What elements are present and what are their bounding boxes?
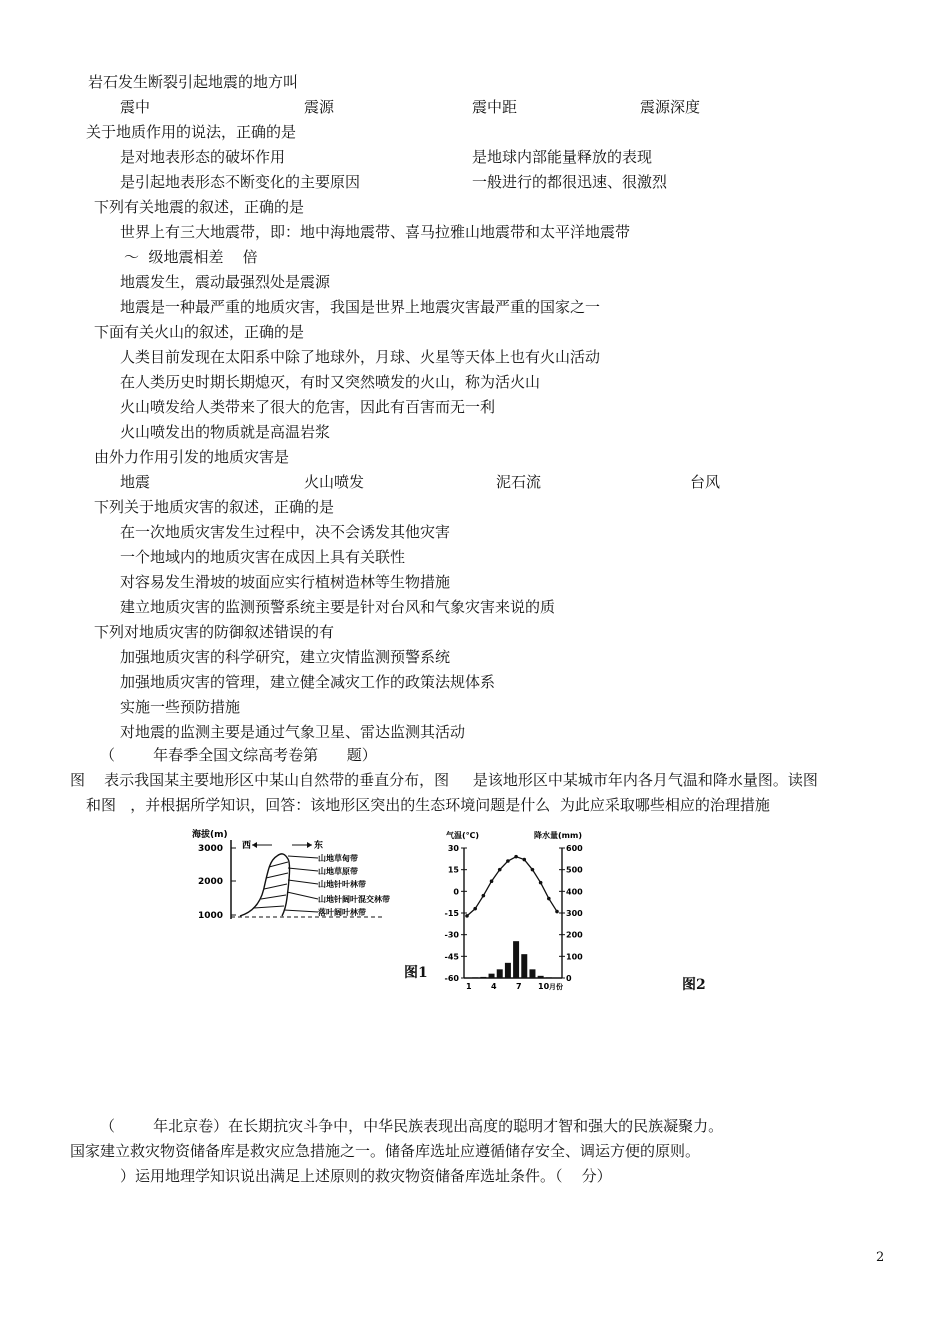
fig1-belt-label: 落叶阔叶林带 <box>318 908 366 917</box>
fig2-temp-point <box>531 868 535 872</box>
fig2-precip-bar <box>480 977 486 978</box>
q6-stem: 下列关于地质灾害的叙述，正确的是 <box>94 498 335 516</box>
fig2-temp-point <box>547 897 551 901</box>
fig2-temp-tick-label: 30 <box>447 844 459 853</box>
fig2-temp-point <box>539 881 543 885</box>
fig2-precip-tick-label: 200 <box>566 930 583 940</box>
q6-option-d: 建立地质灾害的监测预警系统主要是针对台风和气象灾害来说的质 <box>120 598 556 616</box>
fig1-caption: 图1 <box>404 965 428 981</box>
q4-option-a: 人类目前发现在太阳系中除了地球外，月球、火星等天体上也有火山活动 <box>120 348 601 366</box>
fig2-month-tick: 7 <box>516 982 522 991</box>
fig2-precip-tick-label: 600 <box>566 844 583 853</box>
fig2-temp-tick-label: -45 <box>444 952 459 962</box>
q1-option-d: 震源深度 <box>640 98 701 116</box>
q6-option-a: 在一次地质灾害发生过程中，决不会诱发其他灾害 <box>120 523 451 541</box>
fig1-belt-label: 山地针叶林带 <box>318 880 366 889</box>
fig2-month-tick: 4 <box>491 982 497 991</box>
q7-option-c: 实施一些预防措施 <box>120 698 241 716</box>
q4-option-c: 火山喷发给人类带来了很大的危害，因此有百害而无一利 <box>120 398 496 416</box>
fig2-precip-bar <box>513 941 519 978</box>
fig1-west-label: 西 <box>242 841 252 851</box>
q8-text-line2: 和图 ，并根据所学知识，回答：该地形区突出的生态环境问题是什么 为此应采取哪些相应的治理措施 <box>86 796 770 814</box>
fig1-leader <box>288 868 318 871</box>
fig2-month-tick: 10 <box>538 982 550 991</box>
fig2-precip-bar <box>497 969 503 978</box>
figure2-climate-chart <box>438 826 588 998</box>
q6-option-c: 对容易发生滑坡的坡面应实行植树造林等生物措施 <box>120 573 451 591</box>
fig1-leader <box>288 880 318 884</box>
fig2-temp-point <box>514 855 518 859</box>
q3-option-d: 地震是一种最严重的地质灾害，我国是世界上地震灾害最严重的国家之一 <box>120 298 601 316</box>
q7-stem: 下列对地质灾害的防御叙述错误的有 <box>94 623 335 641</box>
q1-option-b: 震源 <box>304 98 335 116</box>
fig1-tick-label: 1000 <box>198 911 224 921</box>
fig2-precip-tick-label: 500 <box>566 865 583 875</box>
q4-option-d: 火山喷发出的物质就是高温岩浆 <box>120 423 331 441</box>
q3-option-b: ～ 级地震相差 倍 <box>124 248 258 266</box>
fig2-caption: 图2 <box>682 977 706 993</box>
q2-option-d: 一般进行的都很迅速、很激烈 <box>472 173 668 191</box>
fig2-precip-tick-label: 100 <box>566 952 583 962</box>
q2-option-b: 是地球内部能量释放的表现 <box>472 148 653 166</box>
fig2-temp-tick-label: -30 <box>444 930 459 940</box>
q5-option-b: 火山喷发 <box>304 473 365 491</box>
q5-option-c: 泥石流 <box>496 473 542 491</box>
fig1-belt-label: 山地草原带 <box>318 867 358 876</box>
q9-line2: 国家建立救灾物资储备库是救灾应急措施之一。储备库选址应遵循储存安全、调运方便的原则。 <box>70 1142 701 1160</box>
fig2-temp-point <box>555 910 559 914</box>
fig2-temp-tick-label: -60 <box>444 974 459 983</box>
fig1-tick-label: 3000 <box>198 844 224 854</box>
q2-option-c: 是引起地表形态不断变化的主要原因 <box>120 173 361 191</box>
fig2-temp-point <box>465 914 469 918</box>
fig2-precip-tick-label: 300 <box>566 909 583 918</box>
q4-stem: 下面有关火山的叙述，正确的是 <box>94 323 305 341</box>
q9-line3: ）运用地理学知识说出满足上述原则的救灾物资储备库选址条件。（ 分） <box>120 1167 612 1185</box>
q5-option-a: 地震 <box>120 473 151 491</box>
q2-stem: 关于地质作用的说法，正确的是 <box>86 123 297 141</box>
q3-option-c: 地震发生，震动最强烈处是震源 <box>120 273 331 291</box>
q3-option-a: 世界上有三大地震带，即：地中海地震带、喜马拉雅山地震带和太平洋地震带 <box>120 223 631 241</box>
fig1-belt-label: 山地针阔叶混交林带 <box>318 895 390 904</box>
fig2-temp-point <box>473 907 477 911</box>
q7-option-b: 加强地质灾害的管理，建立健全减灾工作的政策法规体系 <box>120 673 496 691</box>
q8-text-line1: 图 表示我国某主要地形区中某山自然带的垂直分布，图 是该地形区中某城市年内各月气温和降水量图。读图 <box>70 771 818 789</box>
fig2-precip-bar <box>529 969 535 978</box>
fig2-temp-tick-label: -15 <box>444 909 459 918</box>
fig2-precip-bar <box>472 977 478 978</box>
q1-option-a: 震中 <box>120 98 151 116</box>
fig1-leader <box>287 892 318 899</box>
q3-stem: 下列有关地震的叙述，正确的是 <box>94 198 305 216</box>
fig2-temp-point <box>482 894 486 898</box>
fig1-belt-line <box>266 873 288 878</box>
fig2-precip-bar <box>521 954 527 978</box>
fig2-precip-bar <box>505 963 511 978</box>
fig2-temperature-line <box>467 857 557 916</box>
fig1-leader <box>284 910 318 912</box>
fig2-precip-bar <box>489 974 495 978</box>
q9-line1: （ 年北京卷）在长期抗灾斗争中，中华民族表现出高度的聪明才智和强大的民族凝聚力。 <box>100 1117 724 1135</box>
fig2-temp-axis-label: 气温(℃) <box>446 831 479 840</box>
fig2-month-tick: 1 <box>466 982 472 991</box>
fig2-precip-bar <box>546 977 552 978</box>
page-number: 2 <box>876 1250 885 1265</box>
fig1-east-arrowhead <box>307 842 312 848</box>
fig2-precip-bar <box>464 978 470 979</box>
fig2-temp-point <box>498 868 502 872</box>
fig2-temp-point <box>506 859 510 863</box>
fig1-east-label: 东 <box>314 841 324 851</box>
q8-source: （ 年春季全国文综高考卷第 题） <box>100 746 377 764</box>
fig1-ylabel: 海拔(m) <box>192 830 228 840</box>
fig2-temp-point <box>490 879 494 883</box>
fig2-month-unit: 月份 <box>549 983 563 991</box>
fig1-belt-label: 山地草甸带 <box>318 854 358 863</box>
fig2-temp-point <box>522 858 526 862</box>
q4-option-b: 在人类历史时期长期熄灭，有时又突然喷发的火山，称为活火山 <box>120 373 541 391</box>
fig1-belt-line <box>254 906 284 908</box>
fig2-temp-tick-label: 15 <box>447 865 459 875</box>
fig1-west-arrowhead <box>252 842 257 848</box>
fig2-precip-bar <box>538 976 544 978</box>
fig1-belt-line <box>261 895 286 899</box>
fig2-precip-bar <box>554 978 560 979</box>
fig1-tick-label: 2000 <box>198 877 224 887</box>
q7-option-a: 加强地质灾害的科学研究，建立灾情监测预警系统 <box>120 648 451 666</box>
fig2-precip-axis-label: 降水量(mm) <box>534 831 582 840</box>
fig2-temp-tick-label: 0 <box>453 887 459 897</box>
fig2-precip-tick-label: 400 <box>566 887 583 897</box>
q5-stem: 由外力作用引发的地质灾害是 <box>94 448 290 466</box>
q7-option-d: 对地震的监测主要是通过气象卫星、雷达监测其活动 <box>120 723 466 741</box>
q6-option-b: 一个地域内的地质灾害在成因上具有关联性 <box>120 548 406 566</box>
fig2-precip-tick-label: 0 <box>566 974 572 983</box>
fig1-belt-line <box>264 884 287 889</box>
fig1-leader <box>288 856 318 858</box>
figure1-mountain-zones <box>190 826 420 936</box>
q1-option-c: 震中距 <box>472 98 518 116</box>
q5-option-d: 台风 <box>690 473 721 491</box>
q1-stem: 岩石发生断裂引起地震的地方叫 <box>88 73 299 91</box>
q2-option-a: 是对地表形态的破坏作用 <box>120 148 286 166</box>
